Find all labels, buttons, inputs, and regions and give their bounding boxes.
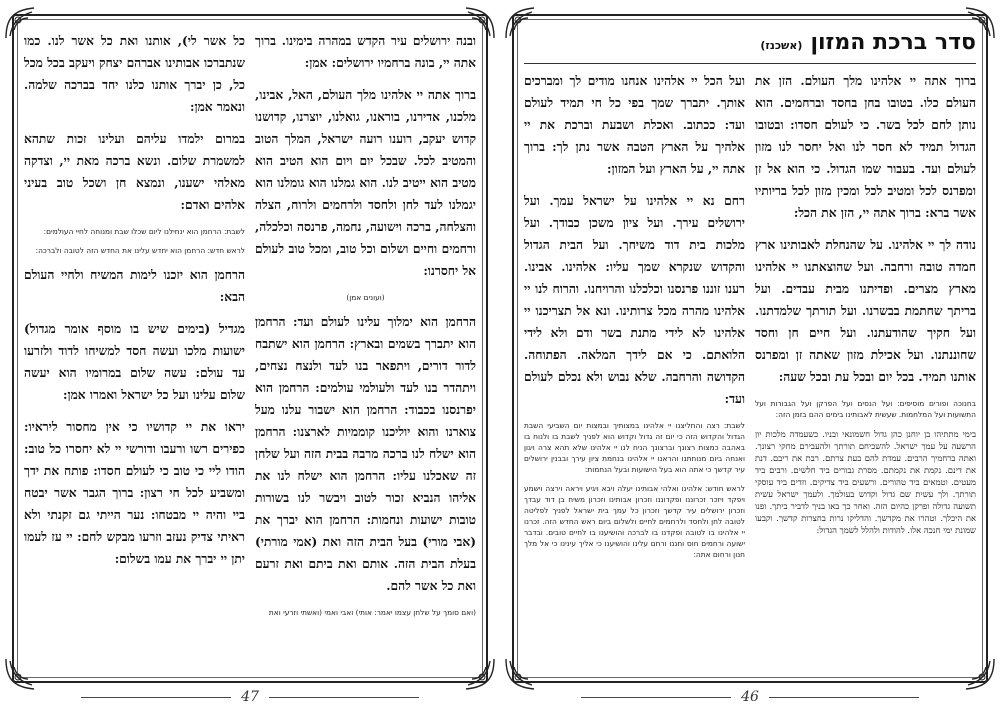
rosh-chodesh-note: לראש חודש: אלהינו ואלהי אבותינו יעלה ויבא ויגיע ויראה וירצה וישמע ויפקד ויזכר זכרוננו ופקדוננו וזכרון אבותינו וזכרון משיח בן דוד עבדך וזכרון ירושלים עיר קדשך וזכרון כל עמך בית ישראל לפניך לפליטה לטובה לחן ולחסד ולרחמים לחיים ולשלום ביום ראש החדש הזה. זכרנו יי אלהינו בו לטובה ופקדנו בו לברכה והושיענו בו לחיים טובים. ובדבר ישועה ורחמים חוס וחננו ורחם עלינו והושיענו כי אליך עינינו כי אל מלך חנון ורחום אתה: — [524, 484, 745, 559]
column-left — [24, 30, 245, 669]
chanukah-note: בחנוכה ופורים מוסיפים: ועל הנסים ועל הפרקן ועל הגבורות ועל התשועות ועל המלחמות. שעשית לאבותינו בימים ההם בזמן הזה: — [755, 399, 976, 419]
shabbat-note: לשבת: הרחמן הוא ינחילנו ליום שכלו שבת ומנוחה לחיי העולמים: — [43, 227, 245, 236]
paragraph: יראו את יי קדושיו כי אין מחסור ליראיו: כפירים רשו ורעבו ודורשי יי לא יחסרו כל טוב: הודו ליי כי טוב כי לעולם חסדו: פותח את ידך ומשביע לכל חי רצון: ברוך הגבר אשר יבטח ביי והיה יי מבטחו: נער הייתי גם זקנתי ולא ראיתי צדיק נעזב וזרעו מבקש לחם: יי עז לעמו יתן יי יברך את עמו בשלום: — [24, 420, 245, 566]
paragraph: ועל הכל יי אלהינו אנחנו מודים לך ומברכים אותך. יתברך שמך בפי כל חי תמיד לעולם ועד: ככתוב. ואכלת ושבעת וברכת את יי אלהיך על הארץ הטבה אשר נתן לך: ברוך אתה יי, על הארץ ועל המזון: — [524, 74, 745, 176]
instruction-note: (ואם סומך על שלחן עצמו יאמר: אותי) ואבי ואמי (ואשתי וזרעי ואת — [268, 608, 476, 617]
rosh-chodesh-note: לראש חדש: הרחמן הוא יחדש עלינו את החדש הזה לטובה ולברכה: — [35, 246, 245, 255]
paragraph: במרום ילמדו עליהם ועלינו זכות שתהא למשמרת שלום. ונשא ברכה מאת יי, וצדקה מאלהי ישענו, ונמצא חן ושכל טוב בעיני אלהים ואדם: — [24, 132, 245, 212]
title: סדר ברכת המזון — [810, 30, 976, 55]
text-columns — [524, 70, 976, 669]
paragraph: הרחמן הוא ימלוך עלינו לעולם ועד: הרחמן הוא יתברך בשמים ובארץ: הרחמן הוא ישתבח לדור דורים, ויתפאר בנו לעד ולנצח נצחים, ויתהדר בנו לעד ולעולמי עולמים: הרחמן הוא יפרנסנו בכבוד: הרחמן הוא ישבור עלנו מעל צוארנו והוא יוליכנו קוממיות לארצנו: הרחמן הוא ישלח לנו ברכה מרבה בבית הזה ועל שלחן זה שאכלנו עליו: הרחמן הוא ישלח לנו את אליהו הנביא זכור לטוב ויבשר לנו בשורות טובות ישועות ונחמות: הרחמן הוא יברך את (אבי מורי) בעל הבית הזה ואת (אמי מורתי) בעלת הבית הזה. אותם ואת ביתם ואת זרעם ואת כל אשר להם. — [255, 315, 476, 593]
page-number: 46 — [500, 689, 1000, 705]
paragraph: בימי מתתיהו בן יוחנן כהן גדול חשמונאי ובניו. כשעמדה מלכות יון הרשעה על עמך ישראל. להשכיחם תורתך ולהעבירם מחקי רצונך. ואתה ברחמיך הרבים. עמדת להם בעת צרתם. רבת את ריבם. דנת את דינם. נקמת את נקמתם. מסרת גבורים ביד חלשים. ורבים ביד מעטים. וטמאים ביד טהורים. ורשעים ביד צדיקים. וזדים ביד עוסקי תורתך. ולך עשית שם גדול וקדוש בעולמך. ולעמך ישראל עשית תשועה גדולה ופרקן כהיום הזה. ואחר כך באו בניך לדביר ביתך. ופנו את היכלך. וטהרו את מקדשך. והדליקו נרות בחצרות קדשך. וקבעו שמונת ימי חנכה אלו. להודות ולהלל לשמך הגדול: — [755, 429, 976, 535]
paragraph: ברוך אתה יי אלהינו מלך העולם, האל, אבינו, מלכנו, אדירנו, בוראנו, גואלנו, יוצרנו, קדושנו קדוש יעקב, רוענו רועה ישראל, המלך הטוב והמטיב לכל. שבכל יום ויום הוא הטיב הוא מטיב הוא ייטיב לנו. הוא גמלנו הוא גומלנו הוא יגמלנו לעד לחן ולחסד ולרחמים ולרוח, הצלה והצלחה, ברכה וישועה, נחמה, פרנסה וכלכלה, ורחמים וחיים ושלום וכל טוב, ומכל טוב לעולם אל יחסרנו: — [255, 88, 476, 278]
page-title — [524, 30, 976, 64]
response-note: (ועונים אמן) — [346, 293, 385, 302]
subtitle: (אשכנז) — [760, 39, 803, 52]
paragraph: הרחמן הוא יזכנו לימות המשיח ולחיי העולם הבא: — [24, 268, 245, 304]
paragraph: רחם נא יי אלהינו על ישראל עמך. ועל ירושלים עירך. ועל ציון משכן כבודך. ועל מלכות בית דוד משיחך. ועל הבית הגדול והקדוש שנקרא שמך עליו: אלהינו. אבינו. רענו זוננו פרנסנו וכלכלנו והרויחנו. והרוח לנו יי אלהינו מהרה מכל צרותינו. ונא אל תצריכנו יי אלהינו לא לידי מתנת בשר ודם ולא לידי הלואתם. כי אם לידך המלאה. הפתוחה. הקדושה והרחבה. שלא נבוש ולא נכלם לעולם ועד: — [524, 194, 745, 406]
text-columns — [24, 30, 476, 669]
right-page — [500, 0, 1000, 709]
column-left — [524, 70, 745, 669]
page-number: 47 — [0, 689, 500, 705]
paragraph: כל אשר לי), אותנו ואת כל אשר לנו. כמו שנתברכו אבותינו אברהם יצחק ויעקב בכל מכל כל, כן יברך אותנו כלנו יחד בברכה שלמה. ונאמר אמן: — [24, 34, 245, 114]
column-right — [755, 70, 976, 669]
column-right — [255, 30, 476, 669]
paragraph: ברוך אתה יי אלהינו מלך העולם. הזן את העולם כלו. בטובו בחן בחסד וברחמים. הוא נותן לחם לכל בשר. כי לעולם חסדו: ובטובו הגדול תמיד לא חסר לנו ואל יחסר לנו מזון לעולם ועד. בעבור שמו הגדול. כי הוא אל זן ומפרנס לכל ומטיב לכל ומכין מזון לכל בריותיו אשר ברא: ברוך אתה יי, הזן את הכל: — [755, 74, 976, 220]
shabbat-note: לשבת: רצה והחליצנו יי אלהינו במצותיך ובמצות יום השביעי השבת הגדול והקדוש הזה כי יום זה גדול וקדוש הוא לפניך לשבת בו ולנוח בו באהבה כמצות רצונך וברצונך הניח לנו יי אלהינו שלא תהא צרה ויגון ואנחה ביום מנוחתנו והראנו יי אלהינו בנחמת ציון עירך ובבנין ירושלים עיר קדשך כי אתה הוא בעל הישועות ובעל הנחמות: — [524, 421, 745, 474]
paragraph: מגדיל (בימים שיש בו מוסף אומר מגדול) ישועות מלכו ועשה חסד למשיחו לדוד ולזרעו עד עולם: עשה שלום במרומיו הוא יעשה שלום עלינו ועל כל ישראל ואמרו אמן: — [24, 322, 245, 402]
paragraph: נודה לך יי אלהינו. על שהנחלת לאבותינו ארץ חמדה טובה ורחבה. ועל שהוצאתנו יי אלהינו מארץ מצרים. ופדיתנו מבית עבדים. ועל בריתך שחתמת בבשרנו. ועל תורתך שלמדתנו. ועל חקיך שהודעתנו. ועל חיים חן וחסד שחוננתנו. ועל אכילת מזון שאתה זן ומפרנס אותנו תמיד. בכל יום ובכל עת ובכל שעה: — [755, 238, 976, 384]
paragraph: ובנה ירושלים עיר הקדש במהרה בימינו. ברוך אתה יי, בונה ברחמיו ירושלים: אמן: — [255, 34, 476, 70]
